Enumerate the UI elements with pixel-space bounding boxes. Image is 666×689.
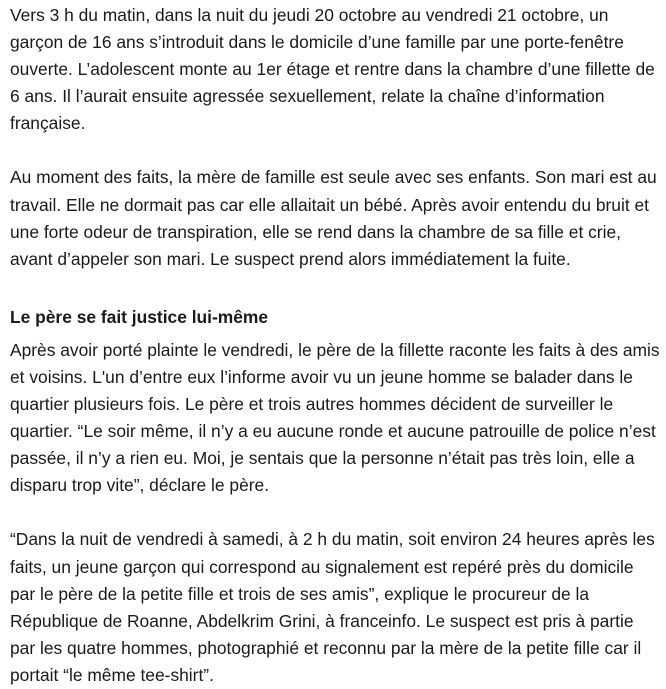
- article-paragraph: Vers 3 h du matin, dans la nuit du jeudi 20 octobre au vendredi 21 octobre, un garçon de 16 ans s’introduit dans le domicile d’une famille par une porte-fenêtre ouverte. L’adolescent monte au 1er étage et rentre dans la chambre d’une fillette de 6 ans. Il l’aurait ensuite agressée sexuellement, relate la chaîne d’information française.: [10, 5, 655, 134]
- article-body: [10, 2, 662, 689]
- paragraph-spacer: [10, 499, 662, 526]
- article-paragraph: Au moment des faits, la mère de famille est seule avec ses enfants. Son mari est au travail. Elle ne dormait pas car elle allaitait un bébé. Après avoir entendu du bruit et une forte odeur de transpiration, elle se rend dans la chambre de sa fille et crie, avant d’appeler son mari. Le suspect prend alors immédiatement la fuite.: [10, 167, 657, 269]
- paragraph-spacer: [10, 273, 662, 300]
- section-heading: Le père se fait justice lui-même: [10, 306, 269, 327]
- article-paragraph: Après avoir porté plainte le vendredi, le père de la fillette raconte les faits à des amis et voisins. L'un d’entre eux l’informe avoir vu un jeune homme se balader dans le quartier plusieurs fois. Le père et trois autres hommes décident de surveiller le quartier. “Le soir même, il n’y a eu aucune ronde et aucune patrouille de police n’est passée, il n’y a rien eu. Moi, je sentais que la personne n’était pas très loin, elle a disparu trop vite”, déclare le père.: [10, 339, 660, 496]
- article-paragraph: “Dans la nuit de vendredi à samedi, à 2 h du matin, soit environ 24 heures après les faits, un jeune garçon qui correspond au signalement est repéré près du domicile par le père de la petite fille et trois de ses amis”, explique le procureur de la République de Roanne, Abdelkrim Grini, à franceinfo. Le suspect est pris à partie par les quatre hommes, photographié et reconnu par la mère de la petite fille car il portait “le même tee-shirt”.: [10, 529, 655, 685]
- paragraph-spacer: [10, 137, 662, 164]
